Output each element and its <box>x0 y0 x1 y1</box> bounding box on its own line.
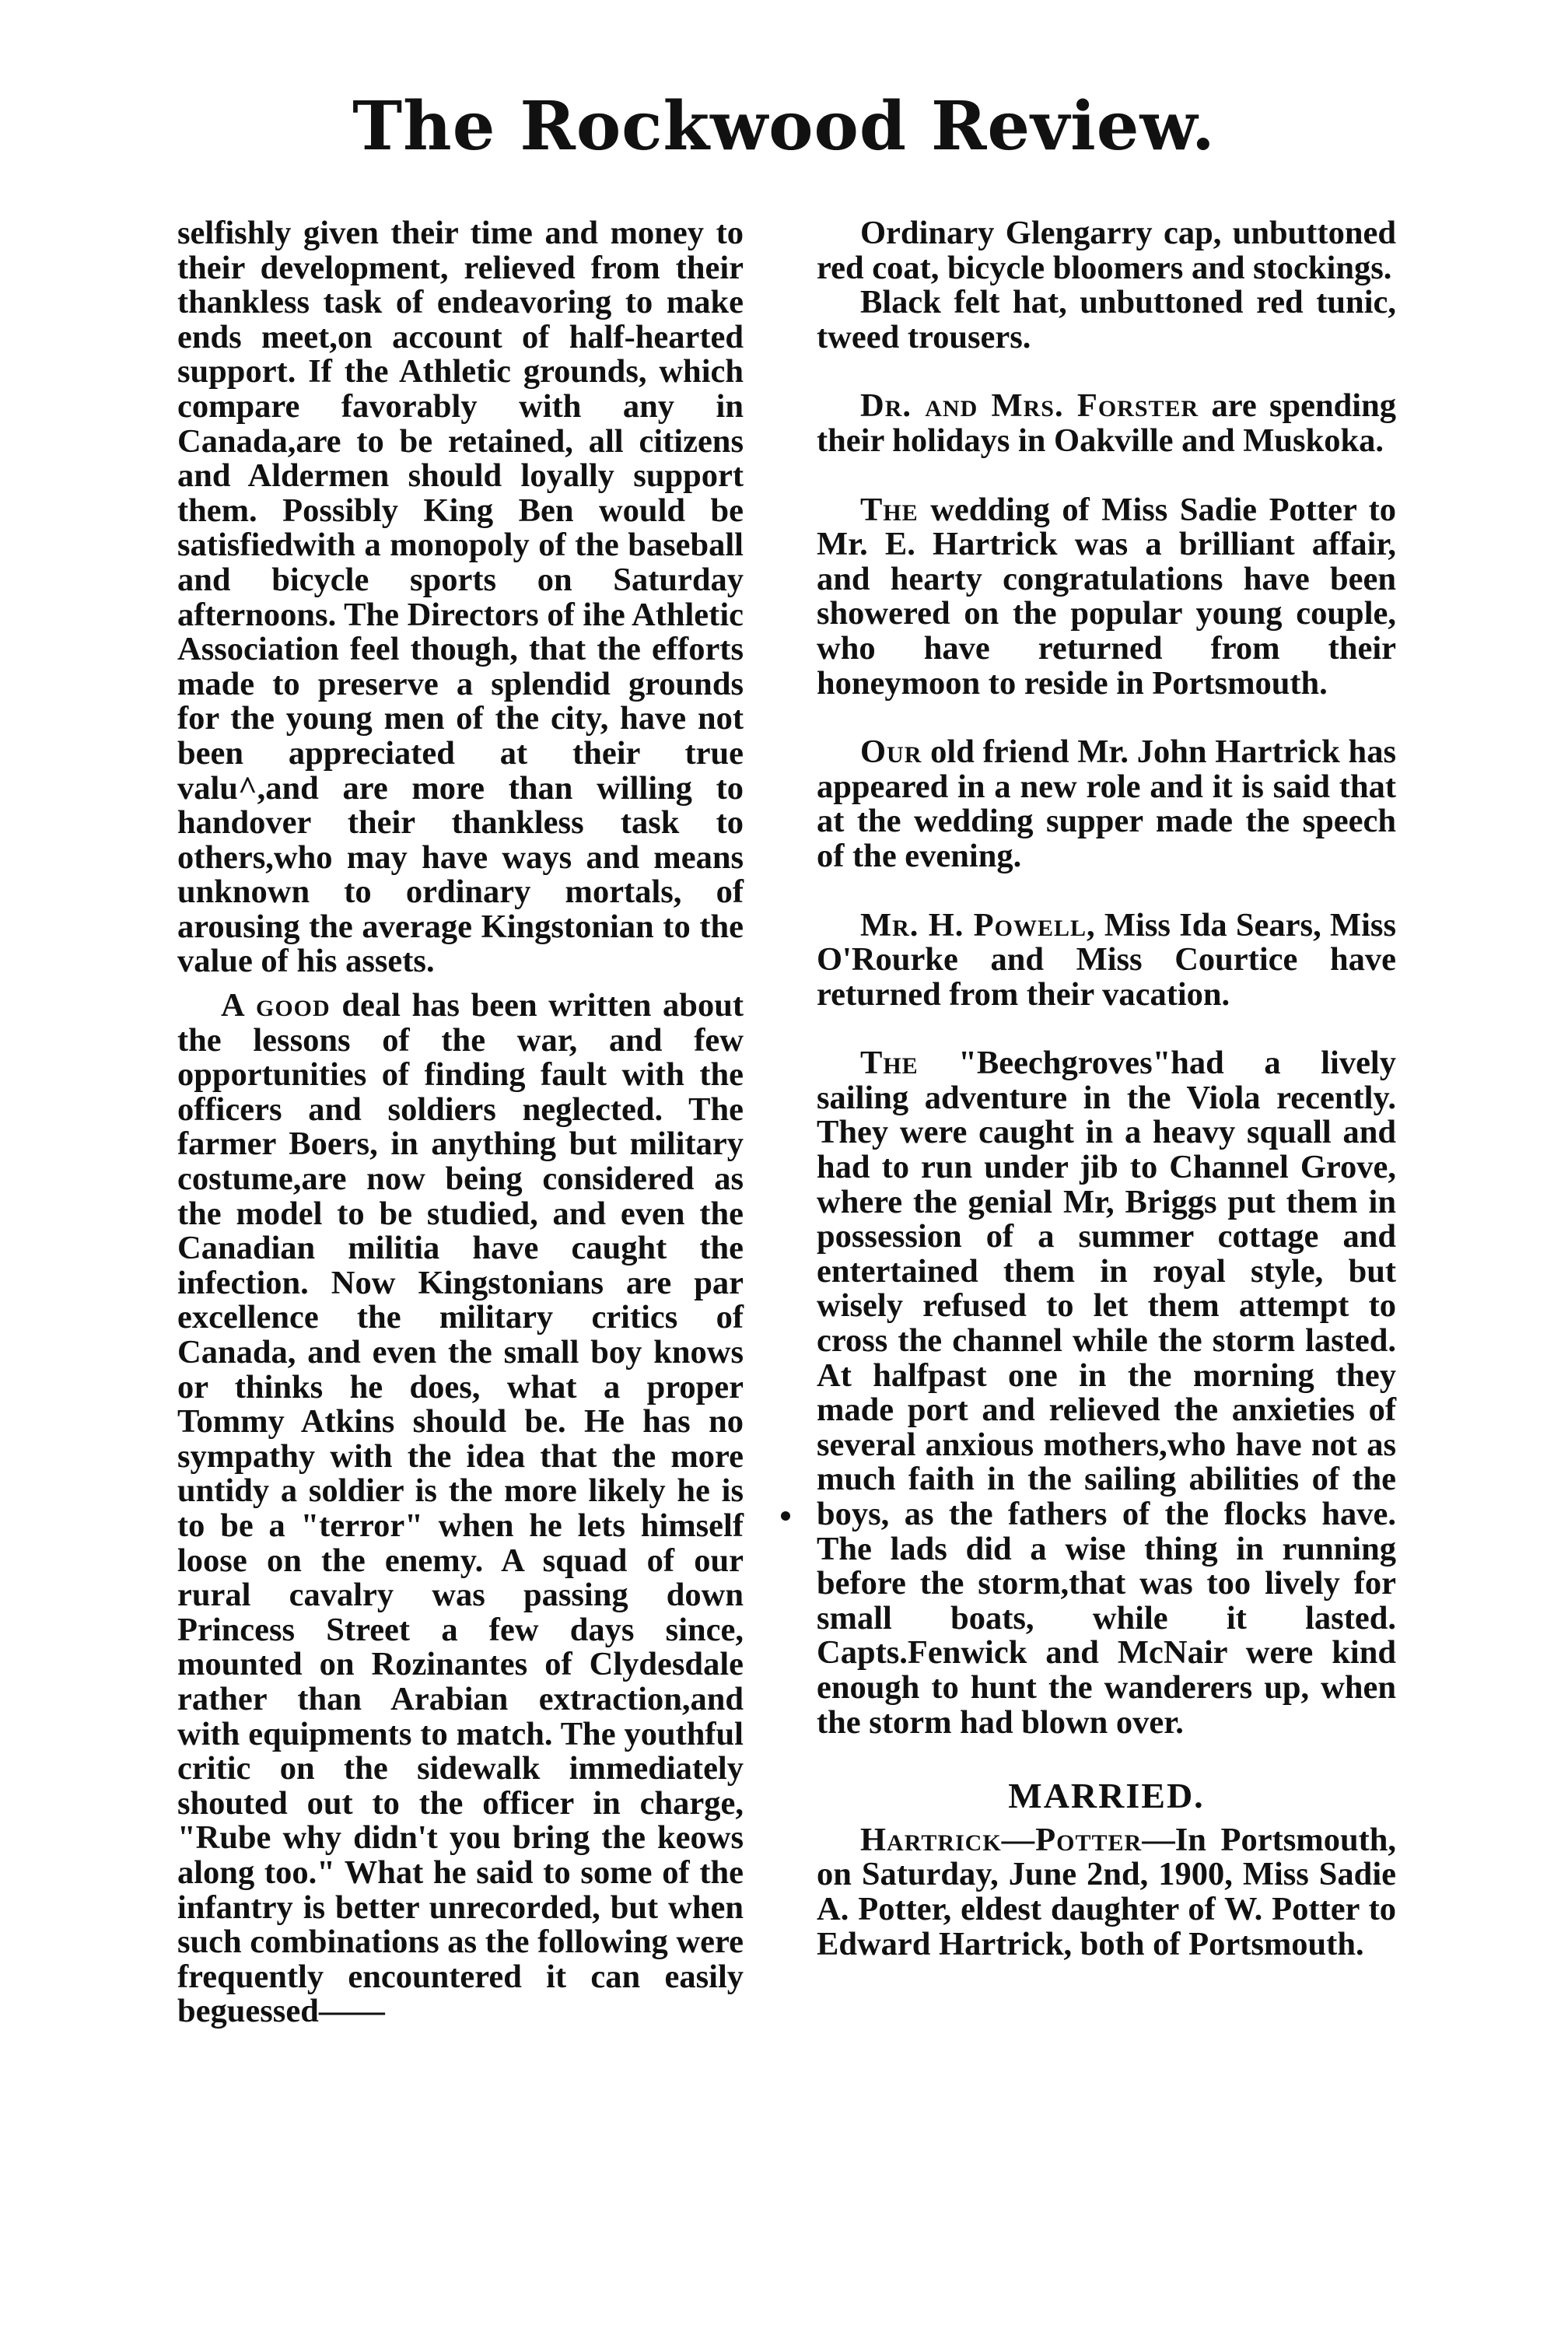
married-notice <box>817 1823 1396 1962</box>
uniform-description-1: Ordinary Glengarry cap, unbuttoned red coat, bicycle bloomers and stockings. <box>817 215 1396 286</box>
paragraph-lead: The <box>860 1045 919 1082</box>
forster-notice <box>817 389 1396 458</box>
print-speck <box>781 1511 790 1521</box>
paragraph-spacer <box>817 459 1396 493</box>
paragraph-lead: Our <box>860 733 922 771</box>
paragraph-lead: A good <box>221 987 331 1024</box>
paragraph-spacer <box>817 874 1396 908</box>
paragraph-lead: Dr. and Mrs. Forster <box>860 387 1199 425</box>
paragraph-body: deal has been written about the lessons of the war, and few opportunities of finding fault with the officers and soldiers neglected. The farmer Boers, in anything but military costume,are now being considered as the model to be studied, and even the Canadian militia have caught the infection. Now Kingstonians are par excellence the military critics of Canada, and even the small boy knows or thinks he does, what a proper Tommy Atkins should be. He has no sympathy with the idea that the more untidy a soldier is the more likely he is to be a "terror" when he lets himself loose on the enemy. A squad of our rural cavalry was passing down Princess Street a few days since, mounted on Rozinantes of Clydesdale rather than Arabian extraction,and with equipments to match. The youthful critic on the sidewalk immediately shouted out to the officer in charge, "Rube why didn't you bring the keows along too." What he said to some of the infantry is better unrecorded, but when such combinations as the following were frequently encountered it can easily beguessed—— <box>177 987 744 2030</box>
paragraph-body: "Beechgroves"had a lively sailing adventure in the Viola recently. They were caught in a heavy squall and had to run under jib to Channel Grove, where the genial Mr, Briggs put them in possession of a summer cottage and entertained them in royal style, but wisely refused to let them attempt to cross the channel while the storm lasted. At halfpast one in the morning they made port and relieved the anxieties of several anxious mothers,who have not as much faith in the sailing abilities of the boys, as the fathers of the flocks have. The lads did a wise thing in running before the storm,that was too lively for small boats, while it lasted. Capts.Fenwick and McNair were kind enough to hunt the wanderers up, when the storm had blown over. <box>817 1045 1396 1741</box>
left-column <box>177 216 744 2029</box>
paragraph-body: Miss Ida Sears, Miss O'Rourke and Miss Courtice have returned from their vacation. <box>817 906 1396 1013</box>
paragraph-spacer <box>817 701 1396 735</box>
athletic-grounds-paragraph: selfishly given their time and money to their development, relieved from their thankless task of endeavoring to make ends meet,on account of half-hearted support. If the Athletic grounds, which compare favorably with any in Canada,are to be retained, all citizens and Aldermen should loyally support them. Possibly King Ben would be satisfiedwith a monopoly of the baseball and bicycle sports on Saturday afternoons. The Directors of ihe Athletic Association feel though, that the efforts made to preserve a splendid grounds for the young men of the city, have not been appreciated at their true valu^,and are more than willing to handover their thankless task to others,who may have ways and means unknown to ordinary mortals, of arousing the average Kingstonian to the value of his assets. <box>177 215 744 980</box>
right-column <box>817 216 1396 1962</box>
paragraph-body: wedding of Miss Sadie Potter to Mr. E. Hartrick was a brilliant affair, and hearty congratulations have been showered on the popular young couple, who have returned from their honeymoon to reside in Portsmouth. <box>817 491 1396 702</box>
paragraph-lead: Hartrick—Potter <box>860 1821 1143 1858</box>
paragraph-lead: Mr. H. Powell, <box>860 906 1096 943</box>
paragraph-body: are spending their holidays in Oakville and Muskoka. <box>817 387 1397 459</box>
paragraph-lead: The <box>860 491 919 528</box>
married-heading: MARRIED. <box>1008 1776 1205 1816</box>
paragraph-spacer <box>817 1012 1396 1046</box>
paragraph-spacer <box>817 355 1396 389</box>
wedding-notice <box>817 493 1396 702</box>
powell-notice <box>817 908 1396 1013</box>
uniform-description-2: Black felt hat, unbuttoned red tunic, tweed trousers. <box>817 284 1396 355</box>
masthead-title: The Rockwood Review. <box>352 87 1216 166</box>
beechgroves-notice <box>817 1046 1396 1740</box>
lessons-of-war-paragraph <box>177 989 744 2029</box>
paragraph-spacer <box>817 1740 1396 1779</box>
paragraph-body: —In Portsmouth, on Saturday, June 2nd, 1900, Miss Sadie A. Potter, eldest daughter of W. Potter to Edward Hartrick, both of Portsmouth. <box>817 1821 1396 1962</box>
hartrick-notice <box>817 735 1396 873</box>
paragraph-body: old friend Mr. John Hartrick has appeared in a new role and it is said that at the wedding supper made the speech of the evening. <box>817 733 1396 874</box>
